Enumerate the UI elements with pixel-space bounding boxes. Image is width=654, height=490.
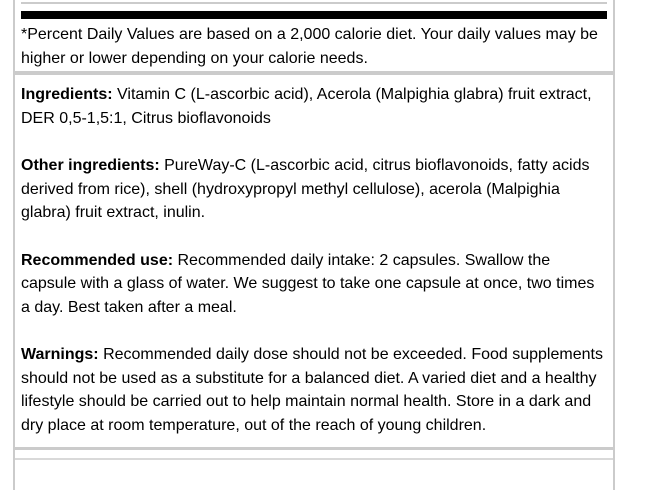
- warnings-label: Warnings:: [21, 346, 99, 363]
- other-ingredients-paragraph: [21, 154, 607, 225]
- recommended-use-paragraph: [21, 249, 607, 320]
- ingredients-text: Vitamin C (L-ascorbic acid), Acerola (Malpighia glabra) fruit extract, DER 0,5-1,5:1, Citrus bioflavonoids: [21, 86, 592, 127]
- panel-gap: [15, 450, 613, 458]
- daily-values-footnote: *Percent Daily Values are based on a 2,000 calorie diet. Your daily values may be higher or lower depending on your calorie needs.: [21, 26, 598, 67]
- product-detail-column: [13, 0, 615, 490]
- product-info-panel: [15, 75, 613, 447]
- supplement-facts-footer-panel: [15, 2, 613, 70]
- recommended-use-label: Recommended use:: [21, 251, 174, 269]
- other-ingredients-text: PureWay-C (L-ascorbic acid, citrus bioflavonoids, fatty acids derived from rice), shell (hydroxypropyl methyl cellulose), acerola (Malpighia glabra) fruit extract, inulin.: [21, 157, 590, 221]
- ingredients-label: Ingredients:: [21, 86, 113, 103]
- next-panel-top-border: [15, 458, 613, 460]
- warnings-text: Recommended daily dose should not be exceeded. Food supplements should not be used as a substitute for a balanced diet. A varied diet and a healthy lifestyle should be carried out to help maintain normal health. Store in a dark and dry place at room temperature, out of the reach of young children.: [21, 346, 603, 434]
- thin-divider-rule: [21, 2, 607, 4]
- other-ingredients-label: Other ingredients:: [21, 157, 160, 174]
- recommended-use-text: Recommended daily intake: 2 capsules. Swallow the capsule with a glass of water. We suggest to take one capsule at once, two times a day. Best taken after a meal.: [21, 251, 595, 316]
- ingredients-paragraph: [21, 83, 607, 130]
- warnings-paragraph: [21, 343, 607, 437]
- thick-black-rule: [21, 11, 607, 19]
